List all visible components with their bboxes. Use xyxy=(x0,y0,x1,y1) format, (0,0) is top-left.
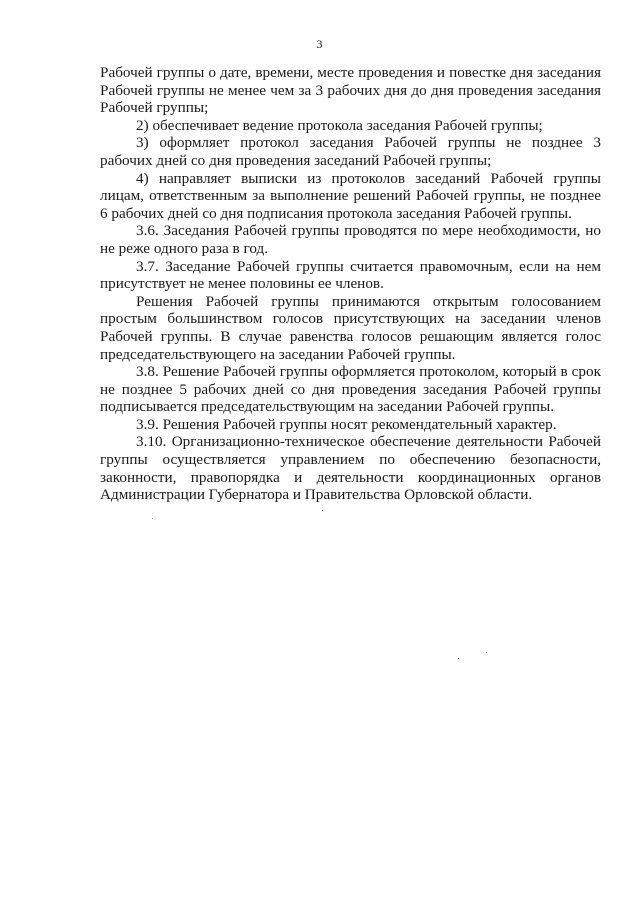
scan-speck xyxy=(322,510,323,511)
scan-speck xyxy=(458,658,459,659)
paragraph-notification-continuation: Рабочей группы о дате, времени, месте проведения и повестке дня заседания Рабочей группы не менее чем за 3 рабочих дня до дня проведения заседания Рабочей группы; xyxy=(100,64,601,117)
paragraph-item-3: 3) оформляет протокол заседания Рабочей группы не позднее 3 рабочих дней со дня проведения заседаний Рабочей группы; xyxy=(100,134,601,169)
document-body xyxy=(100,64,601,504)
paragraph-item-2: 2) обеспечивает ведение протокола заседания Рабочей группы; xyxy=(136,116,543,134)
paragraph-3-9: 3.9. Решения Рабочей группы носят рекомендательный характер. xyxy=(136,415,557,433)
paragraph-3-8: 3.8. Решение Рабочей группы оформляется протоколом, который в срок не позднее 5 рабочих дней со дня проведения заседания Рабочей группы подписывается председательствующим на заседании Рабочей группы. xyxy=(100,363,601,416)
paragraph-decisions: Решения Рабочей группы принимаются открытым голосованием простым большинством голосов присутствующих на заседании членов Рабочей группы. В случае равенства голосов решающим является голос председательствующего на заседании Рабочей группы. xyxy=(100,292,601,363)
page-number: 3 xyxy=(316,37,323,51)
paragraph-3-7: 3.7. Заседание Рабочей группы считается правомочным, если на нем присутствует не менее половины ее членов. xyxy=(100,257,601,293)
scan-speck xyxy=(152,518,153,519)
paragraph-3-10: 3.10. Организационно-техническое обеспечение деятельности Рабочей группы осуществляется управлением по обеспечению безопасности, законности, правопорядка и деятельности координационных органов Администрации Губернатора и Правительства Орловской области. xyxy=(100,433,601,504)
scan-speck xyxy=(486,652,487,653)
paragraph-3-6: 3.6. Заседания Рабочей группы проводятся по мере необходимости, но не реже одного раза в год. xyxy=(100,222,601,257)
paragraph-item-4: 4) направляет выписки из протоколов заседаний Рабочей группы лицам, ответственным за выполнение решений Рабочей группы, не позднее 6 рабочих дней со дня подписания протокола заседания Рабочей группы. xyxy=(100,169,601,222)
